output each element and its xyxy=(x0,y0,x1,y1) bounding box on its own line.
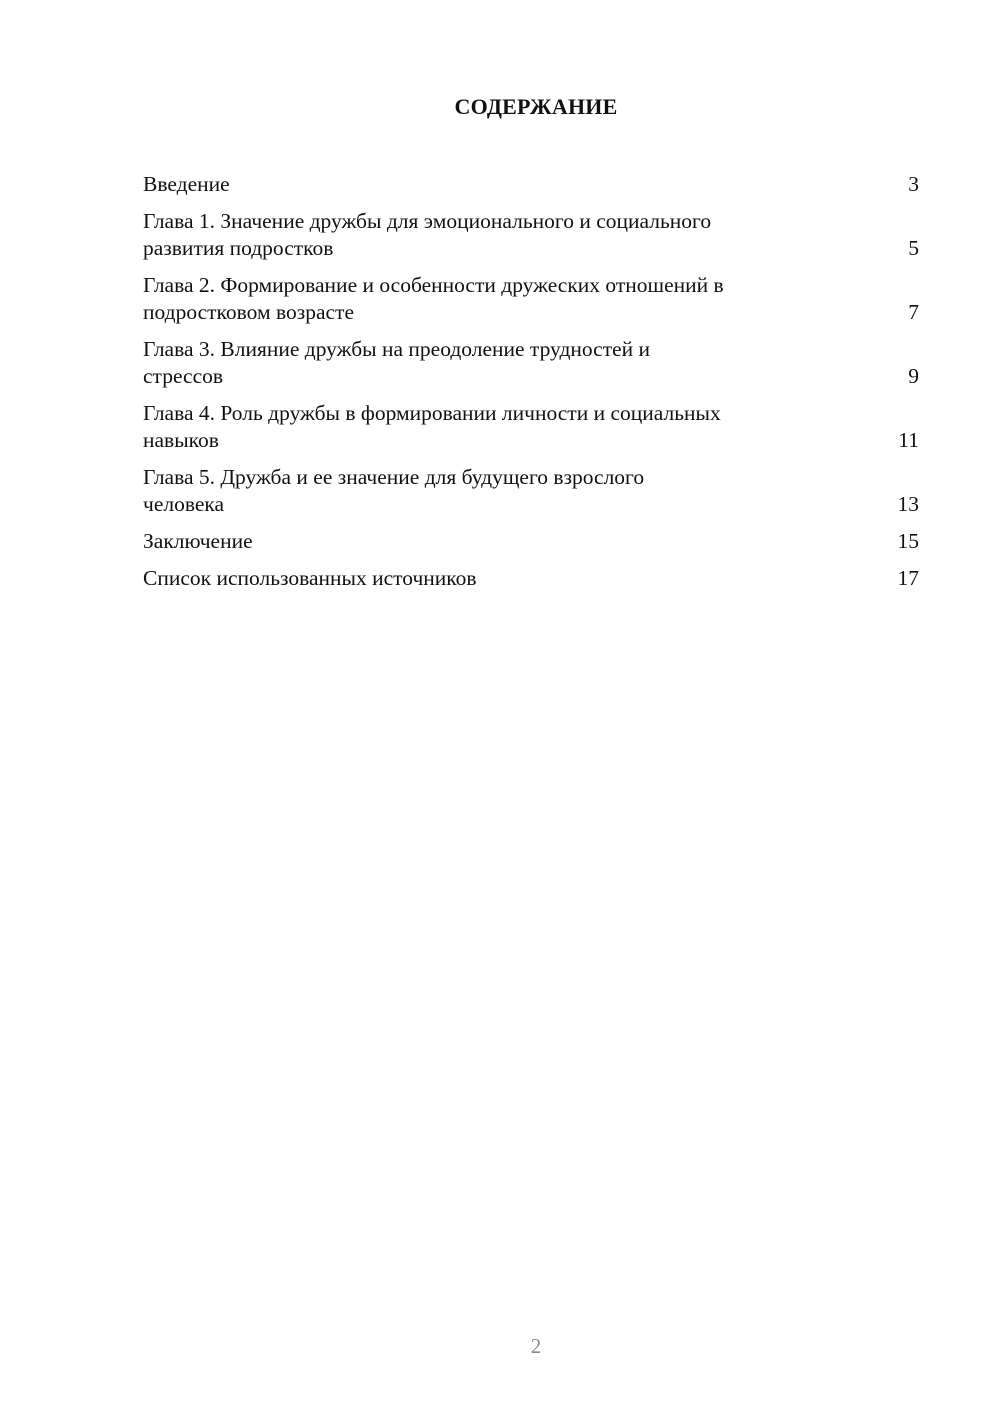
toc-entry-title: Глава 2. Формирование и особенности дружеских отношений в подростковом возрасте xyxy=(143,273,724,324)
toc-entry-chapter-2[interactable] xyxy=(143,272,919,326)
page-title: СОДЕРЖАНИЕ xyxy=(454,94,618,119)
table-of-contents xyxy=(143,171,919,602)
toc-entry-title: Глава 5. Дружба и ее значение для будущего взрослого человека xyxy=(143,465,645,516)
toc-entry-page: 11 xyxy=(898,428,919,452)
toc-entry-chapter-1[interactable] xyxy=(143,208,919,262)
toc-entry-page: 15 xyxy=(897,529,919,553)
toc-entry-page: 7 xyxy=(908,300,919,324)
toc-entry-page: 13 xyxy=(897,492,919,516)
toc-entry-page: 17 xyxy=(897,566,919,590)
toc-entry-chapter-3[interactable] xyxy=(143,336,919,390)
toc-entry-title: Список использованных источников xyxy=(143,566,477,590)
toc-entry-title: Глава 4. Роль дружбы в формировании личности и социальных навыков xyxy=(143,401,721,452)
toc-entry-title: Заключение xyxy=(143,529,253,553)
toc-entry-chapter-4[interactable] xyxy=(143,400,919,454)
toc-entry-page: 3 xyxy=(908,172,919,196)
toc-entry-page: 5 xyxy=(908,236,919,260)
page-number: 2 xyxy=(530,1334,542,1358)
toc-entry-title: Глава 1. Значение дружбы для эмоционального и социального развития подростков xyxy=(143,209,712,260)
toc-entry-title: Глава 3. Влияние дружбы на преодоление трудностей и стрессов xyxy=(143,337,651,388)
toc-entry-page: 9 xyxy=(908,364,919,388)
toc-entry-chapter-5[interactable] xyxy=(143,464,919,518)
toc-entry-title: Введение xyxy=(143,172,230,196)
toc-entry-conclusion[interactable] xyxy=(143,528,919,555)
toc-entry-introduction[interactable] xyxy=(143,171,919,198)
toc-entry-references[interactable] xyxy=(143,565,919,592)
